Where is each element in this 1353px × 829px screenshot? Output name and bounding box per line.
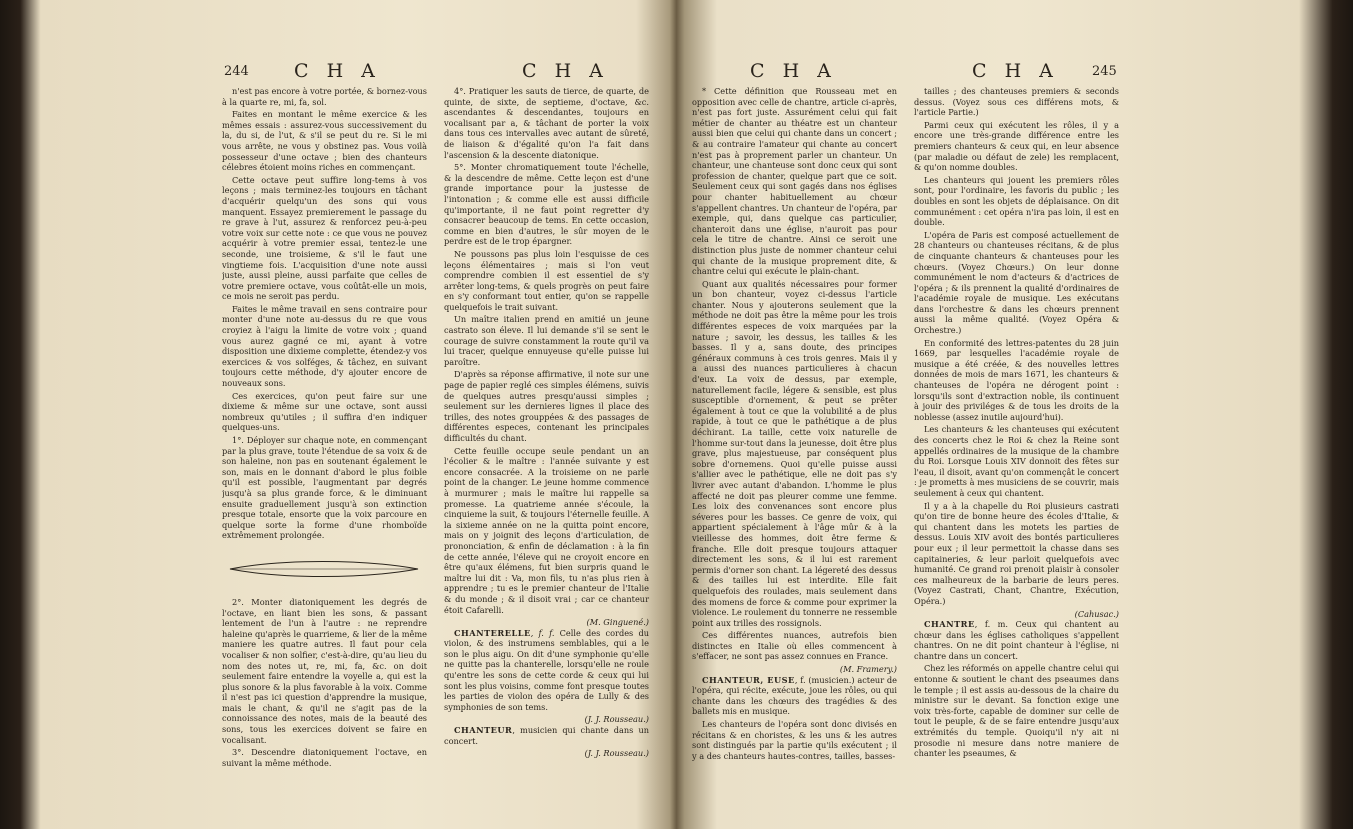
paragraph: 5°. Monter chromatiquement toute l'échelle, & la descendre de même. Cette leçon est d'une grande importance pour la justesse de l'intonation ; & comme elle est aussi difficile qu'importante, il ne faut point regretter d'y consacrer beaucoup de tems. En cette occasion, comme en bien d'autres, le sûr moyen de le perdre est de le trop épargner. (444, 162, 649, 247)
right-running-head-1: C H A (750, 60, 837, 82)
right-page-header (690, 60, 1120, 82)
headword: CHANTEUR (454, 725, 513, 736)
entry-text: , f. (musicien.) acteur de l'opéra, qui récite, exécute, joue les rôles, ou qui chante dans les chœurs des tragédies & des ballets mis en musique. (692, 674, 897, 717)
left-page (222, 0, 652, 829)
paragraph: Les chanteurs de l'opéra sont donc divisés en récitans & en choristes, & les uns & les autres sont distingués par la partie qu'ils exécutent ; il y a des chanteurs hautes-contres, tailles, basses- (692, 719, 897, 761)
paragraph: Faites le même travail en sens contraire pour monter d'une note au-dessus du re que vous croyiez à l'aigu la limite de votre voix ; quand vous aurez gagné ce mi, ayant à votre disposition une dixieme complette, étendez-y vos exercices & vos solféges, & tâchez, en suivant toujours cette méthode, d'y ajouter encore de nouveaux sons. (222, 303, 427, 389)
paragraph: D'après sa réponse affirmative, il note sur une page de papier reglé ces simples élémens, suivis de quelques autres presqu'aussi simples ; seulement sur les dernieres lignes il place des trilles, des notes grouppées & des passages de différentes especes, contenant les principales difficultés du chant. (444, 369, 649, 443)
source-citation: (M. Framery.) (839, 664, 897, 675)
paragraph: n'est pas encore à votre portée, & bornez-vous à la quarte re, mi, fa, sol. (222, 86, 427, 107)
paragraph: Les chanteurs qui jouent les premiers rôles sont, pour l'ordinaire, les favoris du public ; les doubles en sont les objets de déplaisance. On dit communément : cet opéra n'ira pas loin, il est en double. (914, 174, 1119, 228)
paragraph: Cette feuille occupe seule pendant un an l'écolier & le maître : l'année suivante y est encore consacrée. A la troisieme on ne parle point de la changer. Le jeune homme commence à murmurer ; mais le maître lui rappelle sa promesse. La quatrieme année s'écoule, la cinquieme la suit, & toujours l'éternelle feuille. A la sixieme année on ne la quitta point encore, mais on y joignit des leçons d'articulation, de prononciation, & enfin de déclamation : à la fin de cette année, l'éleve qui ne croyoit encore en être qu'aux élémens, fut bien surpris quand le maître lui dit : Va, mon fils, tu n'as plus rien à apprendre ; tu es le premier chanteur de l'Italie & du monde ; & il disoit vrai ; car ce chanteur étoit Cafarelli. (444, 445, 649, 615)
paragraph: Il y a à la chapelle du Roi plusieurs castrati qu'on tire de bonne heure des écoles d'Italie, & qui chantent dans les motets les parties de dessus. Louis XIV avoit des bontés particulieres pour eux ; il leur permettoit la chasse dans ses capitaineries, & leur parloit quelquefois avec humanité. Ce grand roi prenoit plaisir à consoler ces malheureux de la barbarie de leurs peres. (Voyez Castrati, Chant, Chantre, Exécution, Opéra.) (914, 500, 1119, 606)
left-page-number: 244 (224, 64, 249, 79)
dictionary-entry-chanterelle (444, 628, 649, 713)
paragraph: L'opéra de Paris est composé actuellement de 28 chanteurs ou chanteuses récitans, & de plus de cinquante chanteurs & chanteuses pour les chœurs. (Voyez Chœurs.) On leur donne communément le nom d'acteurs & d'actrices de l'opéra ; & ils prennent la qualité d'ordinaires de l'académie royale de musique. Les exécutans dans l'orchestre & dans les chœurs prennent aussi la même qualité. (Voyez Opéra & Orchestre.) (914, 229, 1119, 336)
paragraph: Parmi ceux qui exécutent les rôles, il y a encore une très-grande différence entre les premiers chanteurs & ceux qui, en leur absence (par maladie ou défaut de zele) les remplacent, & qu'on nomme doubles. (914, 119, 1119, 173)
paragraph: En conformité des lettres-patentes du 28 juin 1669, par lesquelles l'académie royale de musique a été créée, & des nouvelles lettres données de mois de mars 1671, les chanteurs & chanteuses de l'opéra ne dérogent point : lorsqu'ils sont d'extraction noble, ils continuent à jouir des priviléges & de tous les droits de la noblesse (assez inutile aujourd'hui). (914, 337, 1119, 422)
source-citation: (J. J. Rousseau.) (584, 748, 649, 759)
rhomboid-figure (222, 549, 427, 589)
left-column-2 (444, 86, 649, 759)
paragraph: 1°. Déployer sur chaque note, en commençant par la plus grave, toute l'étendue de sa voix & de son haleine, non pas en soutenant également le son, mais en le donnant d'abord le plus foible qu'il est possible, l'augmentant par degrés jusqu'à sa plus grande force, & le diminuant ensuite graduellement jusqu'à son extinction presque totale, ensorte que la voix parcoure en quelque sorte la forme d'une rhomboïde extrêmement prolongée. (222, 435, 427, 541)
right-running-head-2: C H A (972, 60, 1059, 82)
paragraph: 3°. Descendre diatoniquement l'octave, en suivant la même méthode. (222, 747, 427, 768)
entry-text: Celle des cordes du violon, & des instrumens semblables, qui a le son le plus aigu. On dit d'une symphonie qu'elle ne quitte pas la chanterelle, lorsqu'elle ne roule qu'entre les sons de cette corde & ceux qui lui sont les plus voisins, comme font presque toutes les parties de violon des opéra de Lully & des symphonies de son tems. (444, 627, 649, 712)
left-page-header (222, 60, 652, 82)
paragraph: Les chanteurs & les chanteuses qui exécutent des concerts chez le Roi & chez la Reine sont appellés ordinaires de la musique de la chambre du Roi. Lorsque Louis XIV donnoit des fêtes sur l'eau, il disoit, avant qu'on commençât le concert : je prometts à mes musiciens de se couvrir, mais seulement à ceux qui chantent. (914, 424, 1119, 498)
paragraph: Ces différentes nuances, autrefois bien distinctes en Italie où elles commencent à s'effacer, ne sont pas assez connues en France. (692, 630, 897, 662)
entry-text: , f. m. Ceux qui chantent au chœur dans les églises catholiques s'appellent chantres. On ne dit point chanteur à l'église, ni chantre dans un concert. (914, 619, 1119, 661)
paragraph: Un maître italien prend en amitié un jeune castrato son éleve. Il lui demande s'il se sent le courage de suivre constamment la route qu'il va lui tracer, quelque ennuyeuse qu'elle puisse lui paroître. (444, 314, 649, 367)
rhomboid-diagram (222, 549, 427, 589)
paragraph: 2°. Monter diatoniquement les degrés de l'octave, en liant bien les sons, & passant lentement de l'un à l'autre : ne reprendre haleine qu'après le quarrieme, & lier de la même maniere les quatre autres. Il faut pour cela vocaliser & non solfier, c'est-à-dire, qu'au lieu du nom des notes ut, re, mi, fa, &c. on doit seulement faire entendre la voyelle a, qui est la plus sonore & la plus favorable à la voix. Comme il n'est pas ici question d'apprendre la musique, mais le chant, & qu'il ne s'agit pas de la connoissance des notes, mais de la beauté des sons, tous les exercices doivent se faire en vocalisant. (222, 596, 427, 745)
paragraph: Ne poussons pas plus loin l'esquisse de ces leçons élémentaires ; mais si l'on veut comprendre combien il est essentiel de s'y arrêter long-tems, & quels progrès on peut faire en s'y conformant tout entier, qu'on se rappelle quelquefois le trait suivant. (444, 248, 649, 312)
paragraph: 4°. Pratiquer les sauts de tierce, de quarte, de quinte, de sixte, de septieme, d'octave, &c. ascendantes & descendantes, toujours en vocalisant par a, & tâchant de porter la voix dans tous ces intervalles avec autant de sûreté, de liaison & d'égalité qu'on l'a fait dans l'ascension & la descente diatonique. (444, 86, 649, 160)
right-page (690, 0, 1120, 829)
paragraph: Ces exercices, qu'on peut faire sur une dixieme & même sur une octave, sont aussi nombreux qu'utiles ; il suffira d'en indiquer quelques-uns. (222, 390, 427, 433)
dictionary-entry-chanteuse (692, 675, 897, 717)
paragraph: tailles ; des chanteuses premiers & seconds dessus. (Voyez sous ces différens mots, & l'article Partie.) (914, 86, 1119, 118)
right-page-number: 245 (1092, 64, 1117, 79)
left-running-head-2: C H A (522, 60, 609, 82)
dictionary-entry-chantre (914, 619, 1119, 661)
right-column-2 (914, 86, 1119, 761)
dictionary-entry-chanteur (444, 725, 649, 746)
headword: CHANTERELLE (454, 627, 531, 638)
paragraph: Faites en montant le même exercice & les mêmes essais : assurez-vous successivement du la, du si, de l'ut, & s'il se peut du re. Si le mi vous arrête, ne vous y obstinez pas. Vous voilà possesseur d'une octave ; bien des chanteurs célebres étoient moins riches en commençant. (222, 109, 427, 173)
left-column-1 (222, 86, 427, 770)
paragraph: Quant aux qualités nécessaires pour former un bon chanteur, voyez ci-dessus l'article chanter. Nous y ajouterons seulement que la méthode ne doit pas être la même pour les trois différentes especes de voix marquées par la nature ; savoir, les dessus, les tailles & les basses. Il y a, sans doute, des principes généraux communs à ces trois genres. Mais il y a aussi des nuances particulieres à chacun d'eux. La voix de dessus, par exemple, naturellement facile, légere & sensible, est plus susceptible d'ornement, & peut se prêter également à tout ce que la volubilité a de plus rapide, à tout ce que le pathétique a de plus déchirant. La taille, cette voix naturelle de l'homme sur-tout dans la jeunesse, doit être plus grave, plus majestueuse, par conséquent plus sobre d'ornemens. Quoi qu'elle puisse aussi s'allier avec le pathétique, elle ne doit pas s'y livrer avec autant d'abandon. L'homme le plus affecté ne doit pas pleurer comme une femme. Les loix des convenances sont encore plus séveres pour les basses. Ce genre de voix, qui appartient spécialement à l'âge mûr & à la vieillesse des hommes, doit être ferme & franche. Elle doit presque toujours attaquer directement les sons, & il lui est rarement permis d'orner son chant. La légereté des dessus & des tailles lui est interdite. Elle fait quelquefois des roulades, mais seulement dans des momens de force & comme pour exprimer la violence. Le roulement du tonnerre ne ressemble point aux trilles des rossignols. (692, 278, 897, 628)
left-running-head-1: C H A (294, 60, 381, 82)
entry-text: , musicien qui chante dans un concert. (444, 725, 649, 746)
source-citation: (J. J. Rousseau.) (584, 714, 649, 725)
paragraph: Cette octave peut suffire long-tems à vos leçons ; mais terminez-les toujours en tâchant d'acquérir quelqu'un des sons qui vous manquent. Essayez premierement le passage du re grave à l'ut, assurez & renforcez peu-à-peu votre voix sur cette note : ce que vous ne pouvez acquérir à votre premier essai, tentez-le une seconde, une troisieme, & s'il le faut une vingtieme fois. L'acquisition d'une note aussi juste, aussi pleine, aussi parfaite que celles de votre premiere octave, vous coûtât-elle un mois, ce mois ne seroit pas perdu. (222, 174, 427, 302)
part-of-speech: , f. f. (530, 627, 555, 638)
source-citation: (Cahusac.) (1074, 608, 1119, 619)
paragraph: * Cette définition que Rousseau met en opposition avec celle de chantre, article ci-après, n'est pas fort juste. Assurément celui qui fait métier de chanter au théatre est un chanteur aussi bien que celui qui chante dans un concert ; & au contraire l'amateur qui chante au concert n'est pas à proprement parler un chanteur. Un chanteur, une chanteuse sont donc ceux qui sont profession de chanter, quelque part que ce soit. Seulement ceux qui sont gagés dans nos églises pour chanter habituellement au chœur s'appellent chantres. Un chanteur de l'opéra, par exemple, qui, dans quelque cas particulier, chanteroit dans une église, n'auroit pas pour cela le titre de chantre. Ainsi ce seroit une distinction plus juste de nommer chanteur celui qui chante de la musique proprement dite, & chantre celui qui exécute le plain-chant. (692, 86, 897, 277)
headword: CHANTEUR, EUSE (702, 674, 795, 685)
paragraph: Chez les réformés on appelle chantre celui qui entonne & soutient le chant des pseaumes dans le temple ; il est assis au-dessous de la chaire du ministre sur le devant. Sa fonction exige une voix très-forte, capable de dominer sur celle de tout le peuple, & de se faire entendre jusqu'aux extrémités du temple. Quoiqu'il n'y ait ni prosodie ni mesure dans notre maniere de chanter les pseaumes, & (914, 663, 1119, 759)
headword: CHANTRE (924, 619, 975, 630)
source-citation: (M. Ginguené.) (586, 617, 649, 628)
right-column-1 (692, 86, 897, 763)
